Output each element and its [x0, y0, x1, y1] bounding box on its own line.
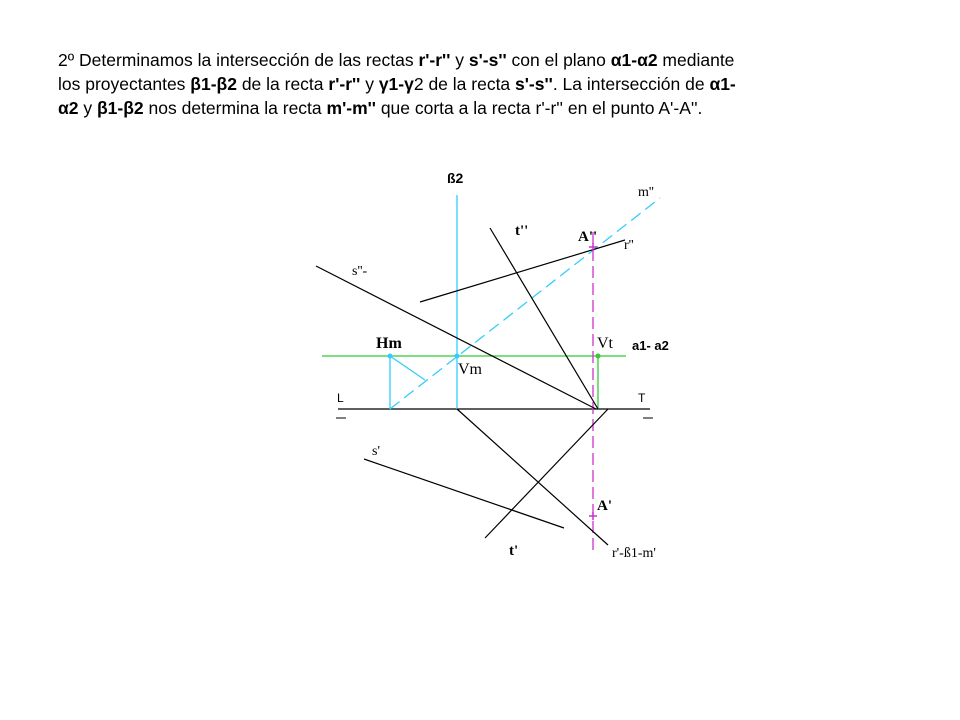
point-a1 — [589, 512, 597, 520]
r1-line — [457, 409, 608, 545]
text-segment: y — [78, 98, 97, 118]
text-segment: r'-r'' — [328, 74, 361, 94]
text-segment: los proyectantes — [58, 74, 191, 94]
label-a2: A'' — [578, 229, 598, 245]
text-segment: . La intersección de — [552, 74, 710, 94]
hm-helper-line — [390, 356, 425, 380]
label-l: L — [337, 391, 344, 405]
text-segment: y — [450, 50, 469, 70]
point-vt — [596, 354, 601, 359]
label-beta2: ß2 — [447, 170, 464, 186]
text-segment: 2 de la recta — [413, 74, 516, 94]
label-r2: r'' — [624, 238, 634, 253]
label-t1: t' — [509, 543, 519, 559]
label-r1-beta1-m1: r'-ß1-m' — [612, 546, 656, 561]
label-vm: Vm — [458, 361, 482, 378]
text-segment: β1-β2 — [190, 74, 237, 94]
text-segment: 2º Determinamos la intersección de las rectas — [58, 50, 419, 70]
text-segment: nos determina la recta — [143, 98, 327, 118]
s1-line — [364, 459, 564, 528]
point-vm — [455, 354, 460, 359]
text-segment: que corta a la recta r'-r'' en el punto A'-A''. — [375, 98, 703, 118]
text-segment: m'-m'' — [326, 98, 376, 118]
label-alpha: a1- a2 — [632, 338, 669, 353]
text-segment: y — [360, 74, 379, 94]
label-s1: s' — [372, 444, 380, 459]
text-segment: s'-s'' — [468, 50, 507, 70]
text-segment: s'-s'' — [515, 74, 553, 94]
s2-line — [316, 266, 596, 409]
r2-line — [420, 240, 625, 302]
text-segment: mediante — [657, 50, 735, 70]
text-segment: β1-β2 — [96, 98, 144, 118]
text-segment: r'-r'' — [418, 50, 451, 70]
text-segment: α2 — [58, 98, 79, 118]
label-vt: Vt — [597, 335, 613, 352]
label-m2: m'' — [638, 185, 654, 200]
label-s2: s''- — [352, 264, 368, 279]
text-segment: γ1-γ — [378, 74, 414, 94]
text-segment: de la recta — [236, 74, 329, 94]
label-hm: Hm — [376, 335, 402, 352]
text-segment: α1-α2 — [610, 50, 658, 70]
point-hm — [388, 354, 393, 359]
t1-line — [485, 409, 608, 538]
label-t: T — [638, 391, 646, 405]
label-a1: A' — [597, 498, 612, 514]
label-t2: t'' — [515, 223, 529, 239]
text-segment: con el plano — [506, 50, 611, 70]
text-segment: α1- — [709, 74, 736, 94]
